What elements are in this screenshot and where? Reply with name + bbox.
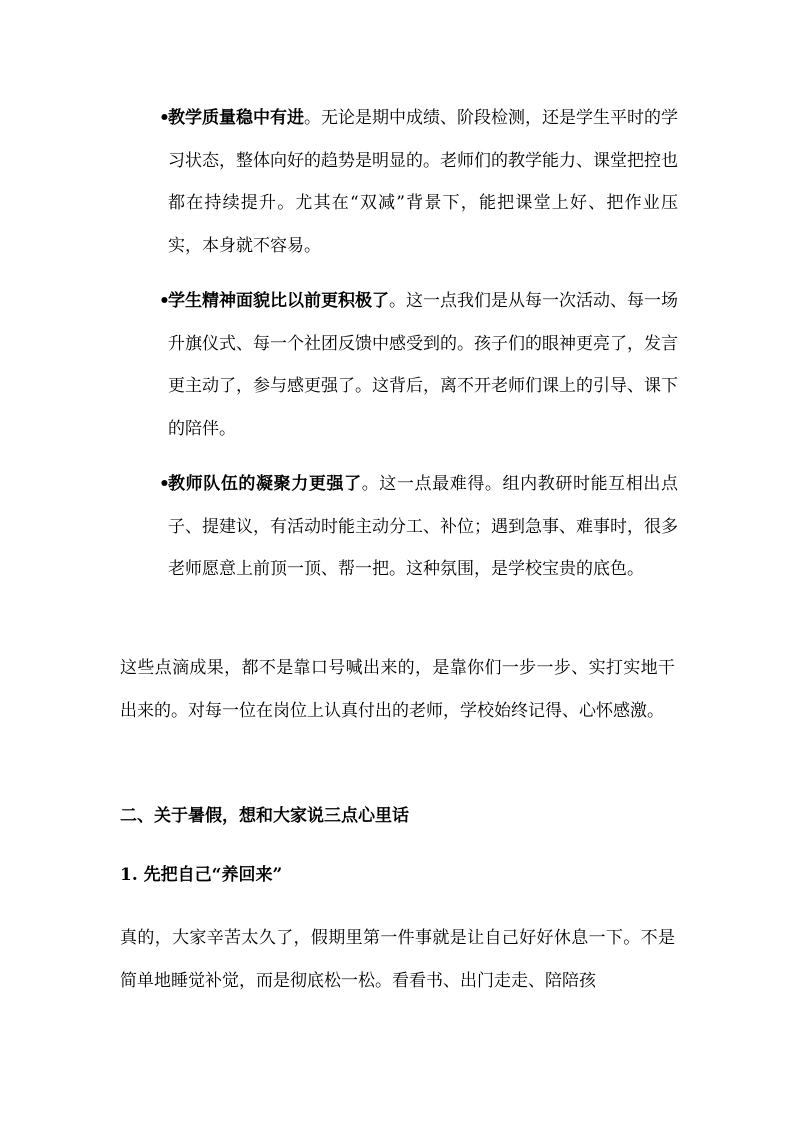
subsection-heading: 1. 先把自己“养回来” [120, 865, 283, 885]
bullet-marker: • [159, 474, 170, 494]
summary-paragraph: 这些点滴成果，都不是靠口号喊出来的，是靠你们一步一步、实打实地干出来的。对每一位在岗位上认真付出的老师，学校始终记得、心怀感激。 [120, 658, 675, 721]
bullet-item-teacher-cohesion [159, 463, 679, 591]
bullet-marker: • [159, 108, 170, 128]
bullet-marker: • [159, 291, 170, 311]
bullet-body-text: 。无论是期中成绩、阶段检测，还是学生平时的学习状态，整体向好的趋势是明显的。老师们的教学能力、课堂把控也都在持续提升。尤其在“双减”背景下，能把课堂上好、把作业压实，本身就不容易。 [168, 108, 678, 256]
bullet-lead-text: 学生精神面貌比以前更积极了 [168, 291, 389, 311]
bullet-body-text: 。这一点最难得。组内教研时能互相出点子、提建议，有活动时能主动分工、补位；遇到急事、难事时，很多老师愿意上前顶一顶、帮一把。这种氛围，是学校宝贵的底色。 [168, 474, 679, 579]
bullet-lead-text: 教学质量稳中有进 [168, 108, 304, 128]
closing-paragraph: 真的，大家辛苦太久了，假期里第一件事就是让自己好好休息一下。不是简单地睡觉补觉，而是彻底松一松。看看书、出门走走、陪陪孩 [120, 928, 675, 991]
bullet-lead-text: 教师队伍的凝聚力更强了 [168, 474, 362, 494]
section-heading: 二、关于暑假，想和大家说三点心里话 [120, 806, 409, 826]
bullet-body-text: 。这一点我们是从每一次活动、每一场升旗仪式、每一个社团反馈中感受到的。孩子们的眼神更亮了，发言更主动了，参与感更强了。这背后，离不开老师们课上的引导、课下的陪伴。 [168, 291, 678, 439]
bullet-item-teaching-quality [159, 97, 678, 267]
bullet-item-student-spirit [159, 280, 678, 450]
